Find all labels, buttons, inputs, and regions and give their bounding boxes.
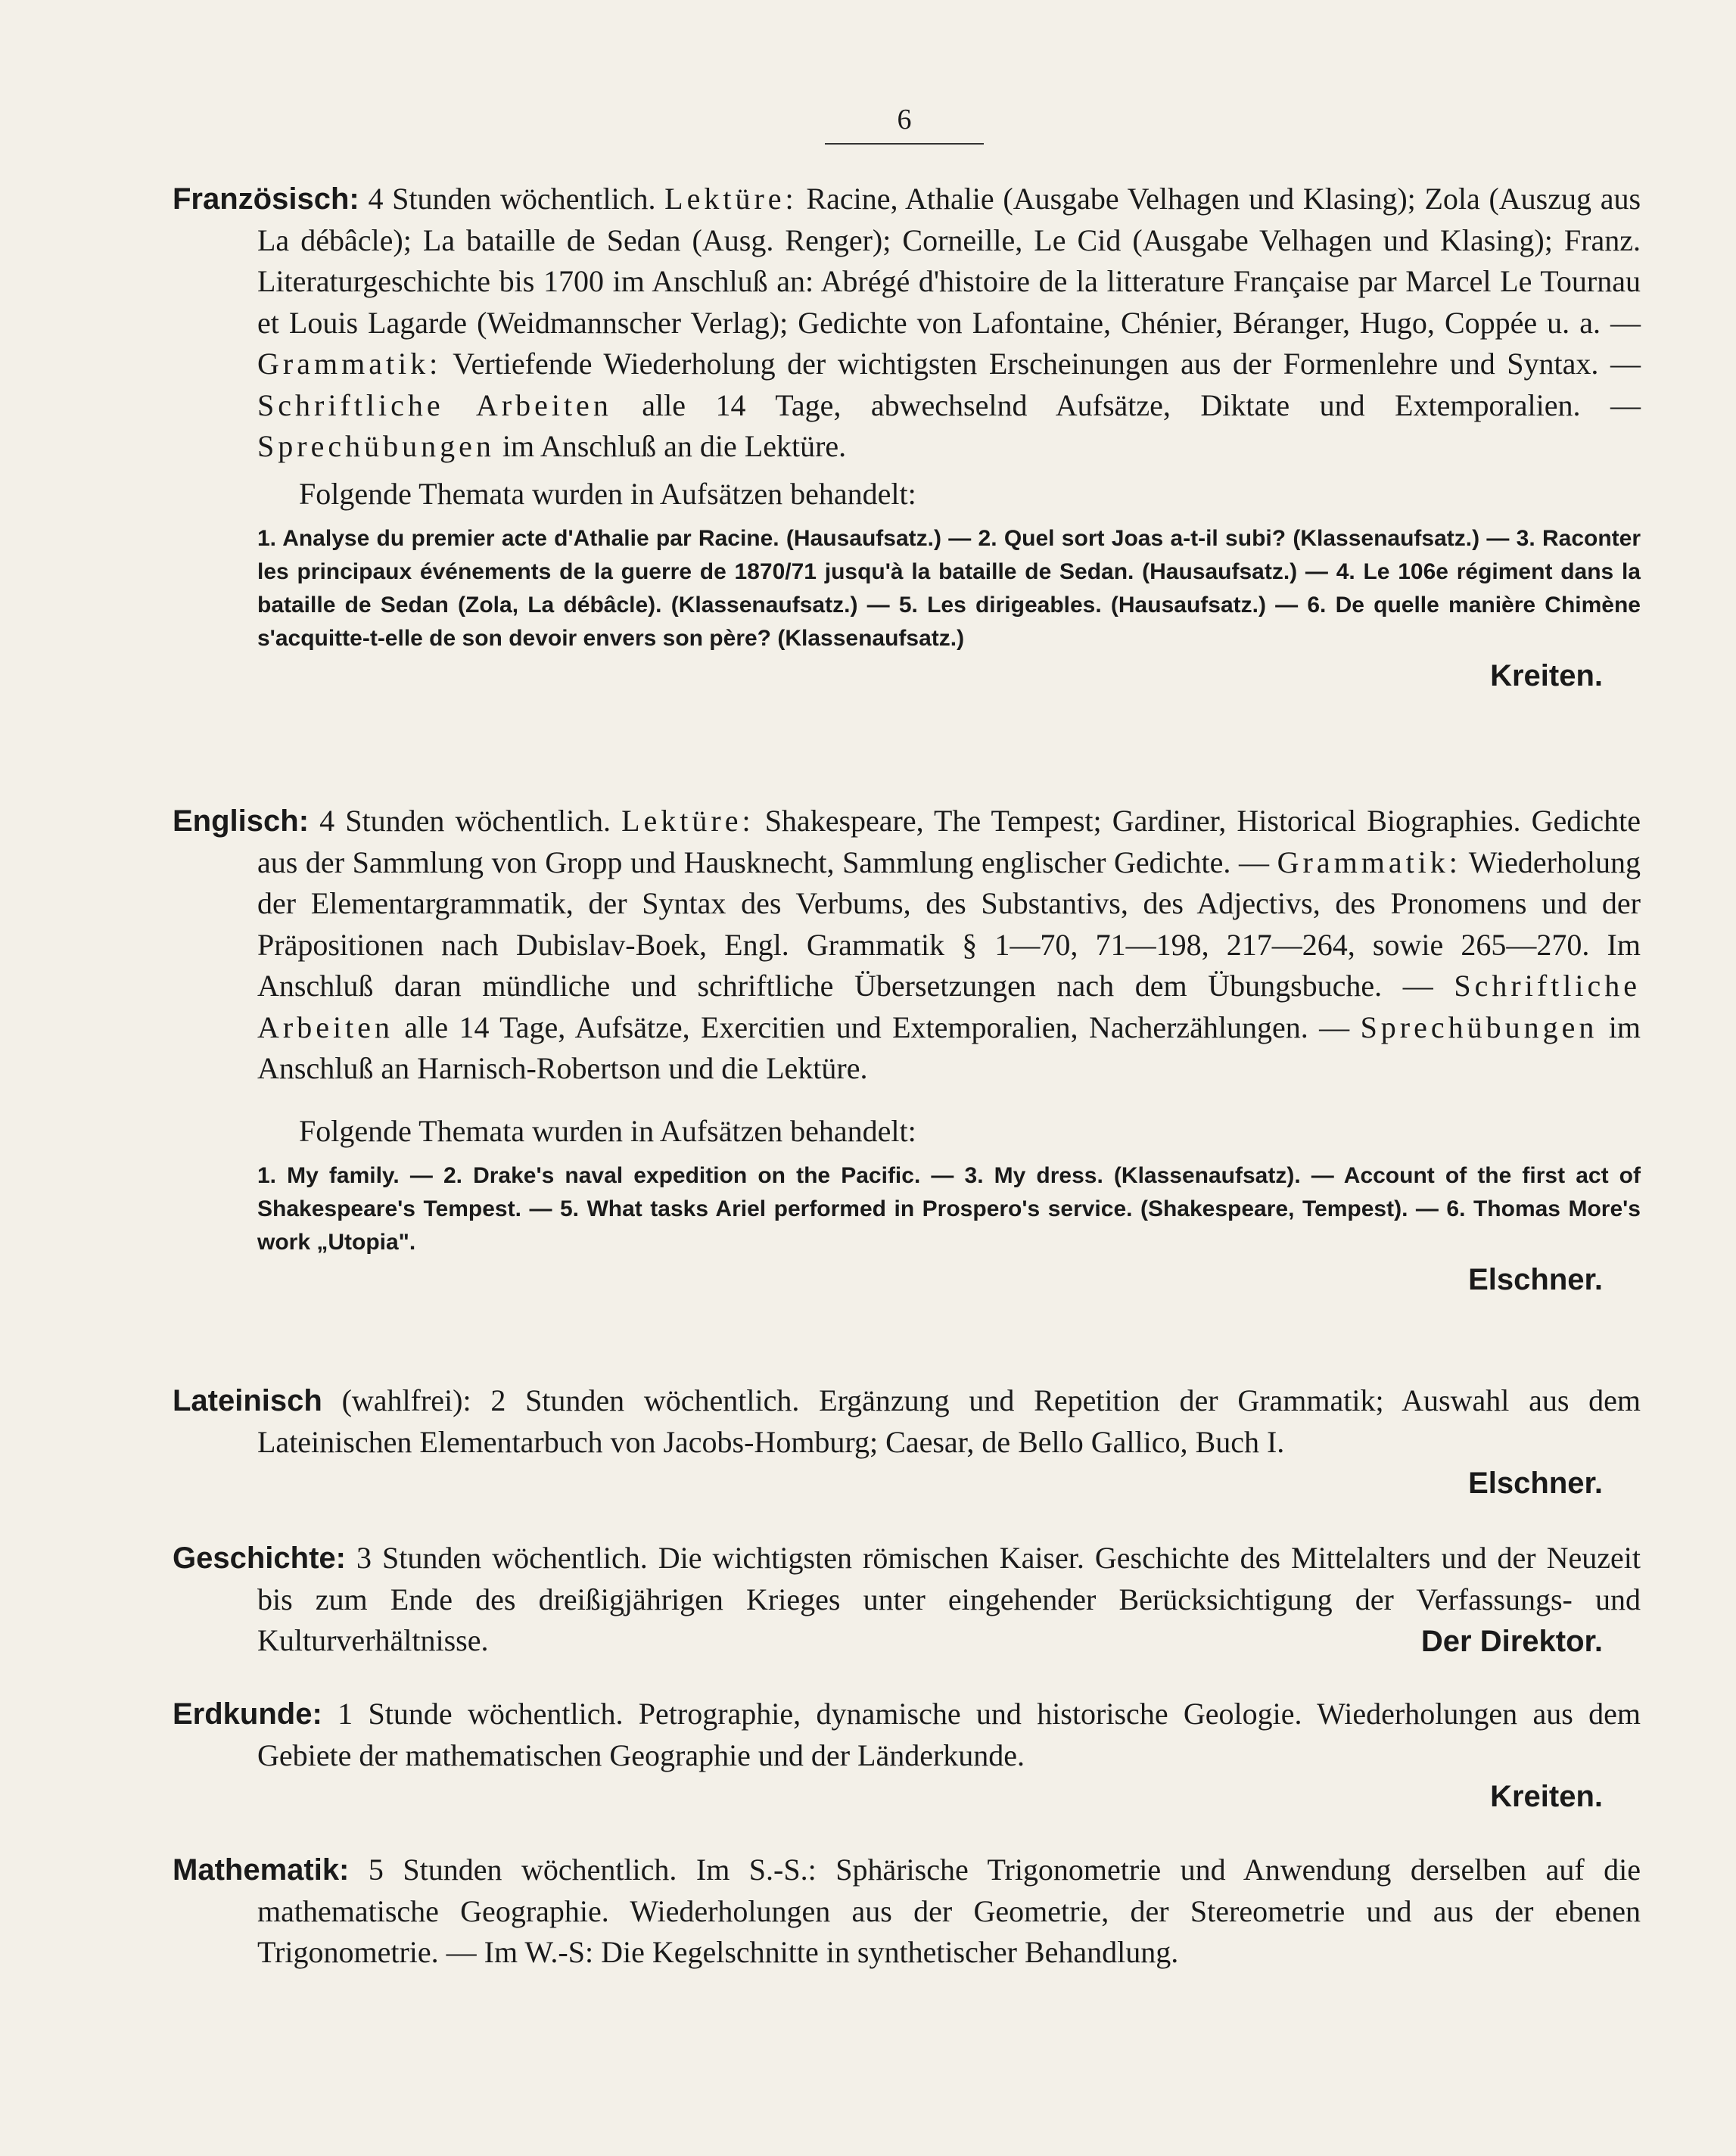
section-text: 1 Stunde wöchentlich. Petrographie, dynamische und historische Geologie. Wiederholungen aus dem Gebiete der mathematischen Geographie und der Länderkunde. <box>257 1697 1641 1772</box>
subject-heading: Mathematik: <box>173 1853 350 1887</box>
section-erdkunde <box>173 1694 1641 1817</box>
lektuere-text: Shakespeare, The Tempest; Gardiner, Historical Biographies. Gedichte aus der Sammlung von Gropp und Hausknecht, Sammlung englischer Gedichte. — <box>257 804 1641 879</box>
section-text: 3 Stunden wöchentlich. Die wichtigsten römischen Kaiser. Geschichte des Mittelalters und der Neuzeit bis zum Ende des dreißigjährigen Krieges unter eingehender Berücksichtigung der Verfassungs- und Kulturverhältnisse. <box>257 1541 1641 1657</box>
section-text: 5 Stunden wöchentlich. Im S.-S.: Sphärische Trigonometrie und Anwendung derselben auf die mathematische Geographie. Wiederholungen aus der Geometrie, der Stereometrie und aus der ebenen Trigonometrie. — Im W.-S: Die Kegelschnitte in synthetischer Behandlung. <box>257 1853 1641 1969</box>
subject-heading: Französisch: <box>173 182 359 216</box>
themes-intro: Folgende Themata wurden in Aufsätzen behandelt: <box>299 476 916 511</box>
section-mathematik <box>173 1850 1641 1974</box>
grammatik-label: Grammatik: <box>1277 845 1461 879</box>
lektuere-text: Racine, Athalie (Ausgabe Velhagen und Klasing); Zola (Auszug aus La débâcle); La bataille de Sedan (Ausg. Renger); Corneille, Le Cid (Ausgabe Velhagen und Klasing); Franz. Literaturgeschichte bis 1700 im Anschluß an: Abrégé d'histoire de la litterature Française par Marcel Le Tournau et Louis Lagarde (Weidmannscher Verlag); Gedichte von Lafontaine, Chénier, Béranger, Hugo, Coppée u. a. — <box>257 182 1641 340</box>
arbeiten-label: Schriftliche Arbeiten <box>257 969 1641 1044</box>
sprech-label: Sprechübungen <box>257 429 495 463</box>
themes-list: 1. My family. — 2. Drake's naval expedition on the Pacific. — 3. My dress. (Klassenaufsatz). — Account of the first act of Shakespeare's Tempest. — 5. What tasks Ariel performed in Prospero's service. (Shakespeare, Tempest). — 6. Thomas More's work „Utopia". <box>257 1162 1641 1255</box>
mathematik-paragraph <box>173 1850 1641 1974</box>
grammatik-text: Vertiefende Wiederholung der wichtigsten Erscheinungen aus der Formenlehre und Syntax. — <box>453 347 1641 381</box>
teacher-signature: Elschner. <box>1468 1467 1603 1500</box>
hours-text: 4 Stunden wöchentlich. <box>368 182 656 216</box>
section-franzoesisch <box>173 179 1641 696</box>
subject-heading: Lateinisch <box>173 1384 322 1417</box>
section-englisch <box>173 801 1641 1300</box>
page-number: 6 <box>825 101 984 145</box>
section-text: (wahlfrei): 2 Stunden wöchentlich. Ergänzung und Repetition der Grammatik; Auswahl aus dem Lateinischen Elementarbuch von Jacobs-Homburg; Caesar, de Bello Gallico, Buch I. <box>257 1383 1641 1459</box>
sprech-text: im Anschluß an Harnisch-Robertson und die Lektüre. <box>257 1010 1641 1085</box>
erdkunde-paragraph <box>173 1694 1641 1776</box>
teacher-signature: Elschner. <box>1468 1262 1603 1296</box>
englisch-paragraph <box>173 801 1641 1090</box>
subject-heading: Englisch: <box>173 804 310 838</box>
section-geschichte <box>173 1538 1641 1662</box>
sprech-label: Sprechübungen <box>1360 1010 1598 1044</box>
grammatik-text: Wiederholung der Elementargrammatik, der Syntax des Verbums, des Substantivs, des Adjectivs, des Pronomens und der Präpositionen nach Dubislav-Boek, Engl. Grammatik § 1—70, 71—198, 217—264, sowie 265—270. Im Anschluß daran mündliche und schriftliche Übersetzungen nach dem Übungsbuche. — <box>257 845 1641 1003</box>
lateinisch-paragraph <box>173 1380 1641 1463</box>
arbeiten-label: Schriftliche Arbeiten <box>257 387 612 422</box>
subject-heading: Geschichte: <box>173 1542 346 1575</box>
lektuere-label: Lektüre: <box>621 804 754 838</box>
section-lateinisch <box>173 1380 1641 1504</box>
arbeiten-text: alle 14 Tage, abwechselnd Aufsätze, Diktate und Extemporalien. — <box>642 387 1641 422</box>
teacher-signature: Kreiten. <box>1490 658 1603 692</box>
lektuere-label: Lektüre: <box>664 182 798 216</box>
hours-text: 4 Stunden wöchentlich. <box>319 804 611 838</box>
themes-list: 1. Analyse du premier acte d'Athalie par Racine. (Hausaufsatz.) — 2. Quel sort Joas a-t-il subi? (Klassenaufsatz.) — 3. Raconter les principaux événements de la guerre de 1870/71 jusqu'à la bataille de Sedan. (Hausaufsatz.) — 4. Le 106e régiment dans la bataille de Sedan (Zola, La débâcle). (Klassenaufsatz.) — 5. Les dirigeables. (Hausaufsatz.) — 6. De quelle manière Chimène s'acquitte-t-elle de son devoir envers son père? (Klassenaufsatz.) <box>257 525 1641 651</box>
grammatik-label: Grammatik: <box>257 347 442 381</box>
subject-heading: Erdkunde: <box>173 1697 322 1731</box>
teacher-signature: Der Direktor. <box>1420 1624 1603 1658</box>
themes-intro: Folgende Themata wurden in Aufsätzen behandelt: <box>299 1113 916 1148</box>
teacher-signature: Kreiten. <box>1490 1780 1603 1813</box>
sprech-text: im Anschluß an die Lektüre. <box>502 429 847 463</box>
franzoesisch-paragraph <box>173 179 1641 468</box>
arbeiten-text: alle 14 Tage, Aufsätze, Exercitien und Extemporalien, Nacherzählungen. — <box>404 1010 1350 1044</box>
